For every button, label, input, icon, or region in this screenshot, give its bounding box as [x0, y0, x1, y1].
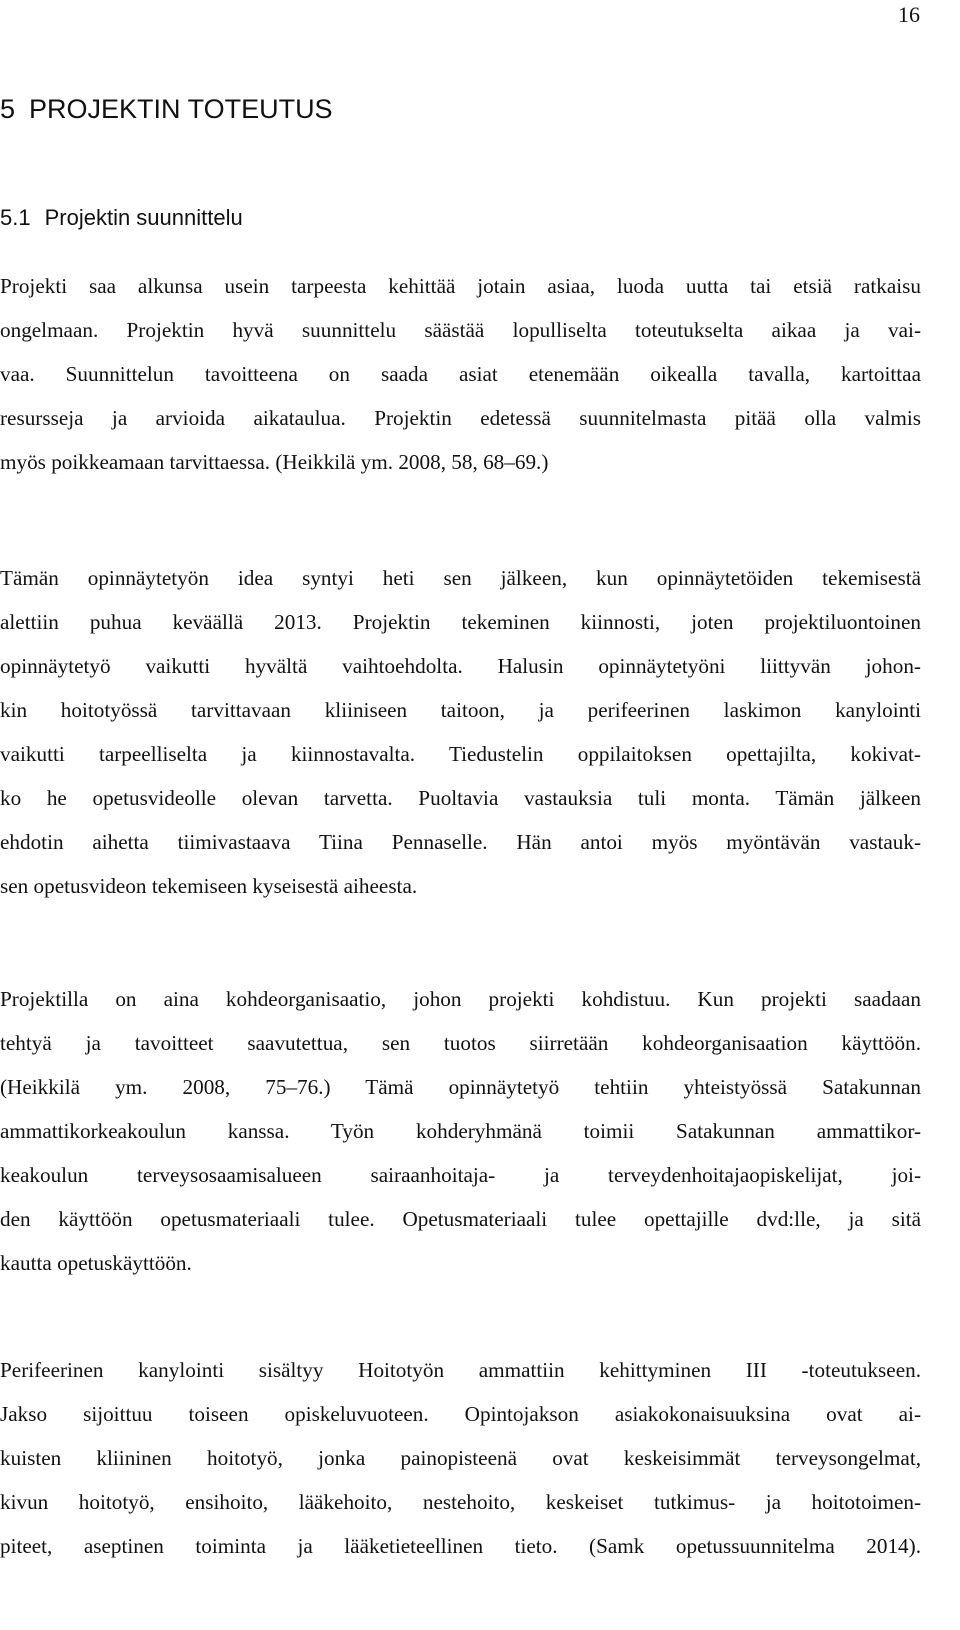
paragraph-curriculum: [0, 1348, 921, 1568]
text-line: tehtyä ja tavoitteet saavutettua, sen tuotos siirretään kohdeorganisaation käyttöön.: [0, 1031, 921, 1055]
section-title: Projektin suunnittelu: [44, 205, 243, 230]
section-heading: [0, 203, 243, 233]
text-line: Projekti saa alkunsa usein tarpeesta kehittää jotain asiaa, luoda uutta tai etsiä ratkaisu: [0, 274, 921, 298]
text-line: vaa. Suunnittelun tavoitteena on saada asiat etenemään oikealla tavalla, kartoittaa: [0, 362, 921, 386]
text-line: sen opetusvideon tekemiseen kyseisestä aiheesta.: [0, 874, 418, 898]
text-line: vaikutti tarpeelliselta ja kiinnostavalta. Tiedustelin oppilaitoksen opettajilta, kokivat-: [0, 742, 921, 766]
text-line: kautta opetuskäyttöön.: [0, 1251, 192, 1275]
text-line: ongelmaan. Projektin hyvä suunnittelu säästää lopulliselta toteutukselta aikaa ja vai-: [0, 318, 921, 342]
text-line: piteet, aseptinen toiminta ja lääketieteellinen tieto. (Samk opetussuunnitelma 2014).: [0, 1534, 921, 1558]
text-line: (Heikkilä ym. 2008, 75–76.) Tämä opinnäytetyö tehtiin yhteistyössä Satakunnan: [0, 1075, 921, 1099]
text-line: kuisten kliininen hoitotyö, jonka painopisteenä ovat keskeisimmät terveysongelmat,: [0, 1446, 921, 1470]
text-line: kivun hoitotyö, ensihoito, lääkehoito, nestehoito, keskeiset tutkimus- ja hoitotoimen-: [0, 1490, 921, 1514]
text-line: keakoulun terveysosaamisalueen sairaanhoitaja- ja terveydenhoitajaopiskelijat, joi-: [0, 1163, 921, 1187]
paragraph-thesis-idea: [0, 556, 921, 908]
paragraph-target-organization: [0, 977, 921, 1285]
text-line: myös poikkeamaan tarvittaessa. (Heikkilä ym. 2008, 58, 68–69.): [0, 450, 549, 474]
page-number: 16: [898, 2, 920, 27]
text-line: den käyttöön opetusmateriaali tulee. Opetusmateriaali tulee opettajille dvd:lle, ja sitä: [0, 1207, 921, 1231]
text-line: resursseja ja arvioida aikataulua. Projektin edetessä suunnitelmasta pitää olla valmis: [0, 406, 921, 430]
chapter-heading: [0, 92, 333, 126]
text-line: kin hoitotyössä tarvittavaan kliiniseen taitoon, ja perifeerinen laskimon kanylointi: [0, 698, 921, 722]
section-number: 5.1: [0, 205, 31, 230]
chapter-title: PROJEKTIN TOTEUTUS: [29, 94, 333, 124]
text-line: ehdotin aihetta tiimivastaava Tiina Pennaselle. Hän antoi myös myöntävän vastauk-: [0, 830, 921, 854]
text-line: Perifeerinen kanylointi sisältyy Hoitotyön ammattiin kehittyminen III -toteutukseen.: [0, 1358, 921, 1382]
text-line: Tämän opinnäytetyön idea syntyi heti sen jälkeen, kun opinnäytetöiden tekemisestä: [0, 566, 921, 590]
text-line: Jakso sijoittuu toiseen opiskeluvuoteen. Opintojakson asiakokonaisuuksina ovat ai-: [0, 1402, 921, 1426]
paragraph-project-planning: [0, 264, 921, 484]
text-line: ko he opetusvideolle olevan tarvetta. Puoltavia vastauksia tuli monta. Tämän jälkeen: [0, 786, 921, 810]
text-line: opinnäytetyö vaikutti hyvältä vaihtoehdolta. Halusin opinnäytetyöni liittyvän johon-: [0, 654, 921, 678]
text-line: ammattikorkeakoulun kanssa. Työn kohderyhmänä toimii Satakunnan ammattikor-: [0, 1119, 921, 1143]
chapter-number: 5: [0, 94, 16, 124]
text-line: alettiin puhua keväällä 2013. Projektin tekeminen kiinnosti, joten projektiluontoinen: [0, 610, 921, 634]
text-line: Projektilla on aina kohdeorganisaatio, johon projekti kohdistuu. Kun projekti saadaan: [0, 987, 921, 1011]
